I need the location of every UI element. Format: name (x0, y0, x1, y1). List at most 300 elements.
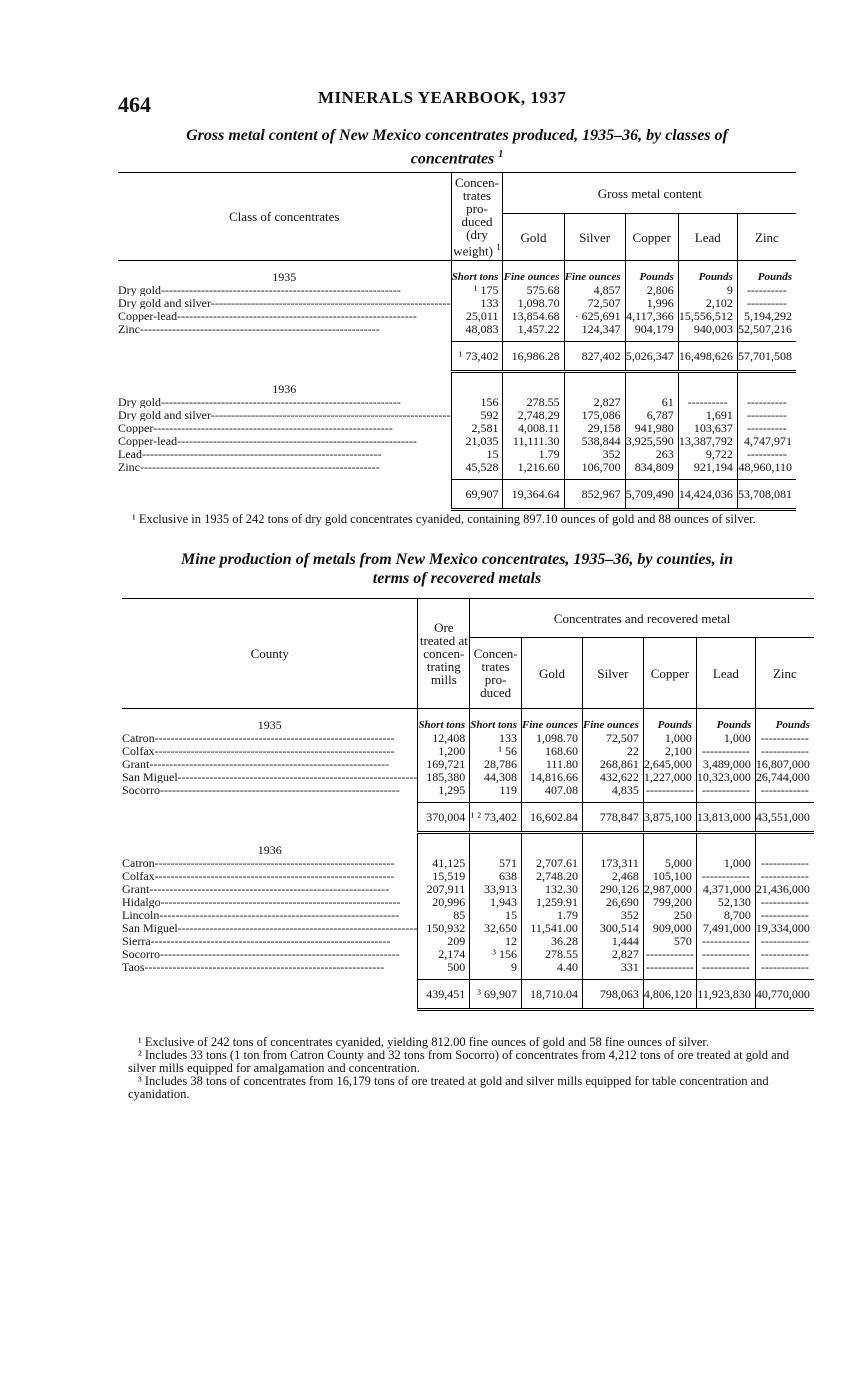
t2-label-text: Colfax (122, 869, 155, 882)
t2-cell: 133 (470, 731, 522, 744)
t1-spacer (737, 372, 796, 384)
t2-cell: 32,650 (470, 921, 522, 934)
t2-cell: 909,000 (643, 921, 696, 934)
t1-row (118, 309, 796, 322)
t1-header-group: Gross metal content (503, 173, 796, 214)
t1-cell: 13,387,792 (678, 434, 737, 447)
t2-total-label (122, 980, 418, 1010)
t2-unit-label (582, 844, 643, 856)
t2-spacer (470, 833, 522, 845)
t2-header-copper: Copper (643, 638, 696, 709)
t2-cell: 1,943 (470, 895, 522, 908)
t1-spacer (503, 261, 564, 272)
t1-cell: 61 (625, 395, 678, 408)
t2-total-label (122, 803, 418, 833)
t2-cell: ------------ (696, 783, 755, 796)
t2-unit-label (470, 844, 522, 856)
t1-cell: 124,347 (564, 322, 625, 335)
t2-row (122, 869, 814, 882)
t1-row-label (118, 296, 451, 309)
t2-spacer (418, 709, 470, 720)
t2-cell: ------------ (696, 960, 755, 973)
t1-row (118, 395, 796, 408)
t2-total-cell: 18,710.04 (522, 980, 583, 1010)
t2-spacer (470, 709, 522, 720)
t2-label-text: Taos (122, 960, 145, 973)
t2-cell: 2,748.20 (522, 869, 583, 882)
t1-label-text: Dry gold (118, 283, 161, 296)
t2-header-gold: Gold (522, 638, 583, 709)
leader-dots (151, 934, 391, 947)
t2-cell: 168.60 (522, 744, 583, 757)
t2-cell: 41,125 (418, 856, 470, 869)
t2-total-cell: 3,875,100 (643, 803, 696, 833)
t2-cell: ------------ (755, 856, 814, 869)
t2-cell: 4,371,000 (696, 882, 755, 895)
t2-cell: 12,408 (418, 731, 470, 744)
t2-cell: 570 (643, 934, 696, 947)
t1-row-label (118, 447, 451, 460)
t2-cell: 111.80 (522, 757, 583, 770)
t1-label-text: Zinc (118, 460, 140, 473)
t1-unit-label: Fine ounces (503, 271, 564, 283)
t1-cell: 106,700 (564, 460, 625, 473)
t2-unit-label (755, 844, 814, 856)
t1-label-text: Lead (118, 447, 142, 460)
leader-dots (155, 856, 395, 869)
t1-cell: 3,925,590 (625, 434, 678, 447)
t2-cell: 2,100 (643, 744, 696, 757)
leader-dots (161, 395, 401, 408)
t2-cell: 571 (470, 856, 522, 869)
t2-cell: 52,130 (696, 895, 755, 908)
t1-total-cell: 19,364.64 (503, 480, 564, 510)
t2-spacer (755, 709, 814, 720)
t2-unit-label (696, 844, 755, 856)
t2-row-label (122, 934, 418, 947)
t1-cell: ---------- (737, 296, 796, 309)
t1-total-cell: 5,709,490 (625, 480, 678, 510)
leader-dots (211, 408, 451, 421)
t2-label-text: Sierra (122, 934, 151, 947)
t1-unit-label (503, 383, 564, 395)
t1-year-1936: 1936 (272, 382, 297, 396)
table1-title: Gross metal content of New Mexico concentrates produced, 1935–36, by classes of concentrates $^1$ (186, 127, 728, 168)
t2-unit-label: Pounds (696, 719, 755, 731)
t1-header-lead: Lead (678, 214, 737, 261)
t2-unit-label (522, 844, 583, 856)
leader-dots (145, 960, 385, 973)
t2-row (122, 908, 814, 921)
t2-cell: ------------ (755, 869, 814, 882)
t1-unit-label: Short tons (451, 271, 503, 283)
t2-cell: ------------ (696, 947, 755, 960)
t1-unit-label: Pounds (737, 271, 796, 283)
t1-total-label (118, 480, 451, 510)
t2-spacer (643, 833, 696, 845)
t2-cell: 185,380 (418, 770, 470, 783)
t2-spacer (522, 833, 583, 845)
t2-cell: 36.28 (522, 934, 583, 947)
t1-cell: 2,806 (625, 283, 678, 296)
leader-dots (142, 447, 382, 460)
t2-cell: 278.55 (522, 947, 583, 960)
t2-total-cell: 40,770,000 (755, 980, 814, 1010)
t1-row (118, 408, 796, 421)
t2-cell: 432,622 (582, 770, 643, 783)
t2-label-text: Socorro (122, 947, 160, 960)
t2-cell: ------------ (643, 783, 696, 796)
t1-cell: 2,581 (451, 421, 503, 434)
leader-dots (149, 882, 389, 895)
t2-header-group: Concentrates and recovered metal (470, 599, 814, 638)
t2-cell: 105,100 (643, 869, 696, 882)
t2-row (122, 960, 814, 973)
t2-cell: ------------ (696, 869, 755, 882)
t2-row-label (122, 770, 418, 783)
t1-spacer (503, 372, 564, 384)
t2-cell: 407.08 (522, 783, 583, 796)
t2-total-cell: 43,551,000 (755, 803, 814, 833)
t1-cell: 2,827 (564, 395, 625, 408)
t2-row-label (122, 895, 418, 908)
leader-dots (149, 757, 389, 770)
t2-row (122, 770, 814, 783)
t2-footnote-3: ³ Includes 38 tons of concentrates from 16,179 tons of ore treated at gold and silver mills equipped for table concentration and cyanidation. (128, 1074, 769, 1101)
t2-cell: 209 (418, 934, 470, 947)
t1-cell: 48,083 (451, 322, 503, 335)
t1-cell: 4,117,366 (625, 309, 678, 322)
t1-cell: ¹ 175 (451, 283, 503, 296)
t1-header-class: Class of concentrates (118, 173, 451, 261)
t1-total-row-1935 (118, 342, 796, 372)
t1-unit-label: Fine ounces (564, 271, 625, 283)
t2-row-label (122, 908, 418, 921)
t1-label-text: Copper (118, 421, 154, 434)
t2-row-label (122, 921, 418, 934)
t1-cell: 4,747,971 (737, 434, 796, 447)
t2-label-text: Lincoln (122, 908, 160, 921)
t2-total-cell: 13,813,000 (696, 803, 755, 833)
t2-cell: ------------ (755, 947, 814, 960)
t2-cell: ------------ (643, 947, 696, 960)
t2-cell: 26,690 (582, 895, 643, 908)
t1-cell: ---------- (737, 408, 796, 421)
t1-cell: 592 (451, 408, 503, 421)
t1-row (118, 421, 796, 434)
t2-cell: ------------ (755, 934, 814, 947)
t2-cell: 1,000 (696, 856, 755, 869)
t1-cell: 1.79 (503, 447, 564, 460)
t2-cell: 799,200 (643, 895, 696, 908)
t2-row (122, 757, 814, 770)
t2-cell: 5,000 (643, 856, 696, 869)
t2-cell: 2,827 (582, 947, 643, 960)
t1-total-row-1936 (118, 480, 796, 510)
t2-cell: 119 (470, 783, 522, 796)
table2-title: Mine production of metals from New Mexico concentrates, 1935–36, by counties, in terms of recovered metals (181, 551, 733, 587)
t2-cell: 9 (470, 960, 522, 973)
t1-cell: 9,722 (678, 447, 737, 460)
t1-row-label (118, 421, 451, 434)
t2-row (122, 882, 814, 895)
leader-dots (178, 770, 418, 783)
t2-cell: 19,334,000 (755, 921, 814, 934)
leader-dots (177, 434, 417, 447)
t1-label-text: Copper-lead (118, 434, 178, 447)
t2-label-text: Grant (122, 757, 150, 770)
t2-row-label (122, 960, 418, 973)
t2-cell: 300,514 (582, 921, 643, 934)
leader-dots (161, 895, 401, 908)
t1-cell: 21,035 (451, 434, 503, 447)
t2-cell: 500 (418, 960, 470, 973)
t1-total-cell: 14,424,036 (678, 480, 737, 510)
t2-row-label (122, 947, 418, 960)
t1-header-copper: Copper (625, 214, 678, 261)
t1-header-silver: Silver (564, 214, 625, 261)
t1-row (118, 460, 796, 473)
t1-total-cell: 852,967 (564, 480, 625, 510)
t1-cell: 921,194 (678, 460, 737, 473)
t1-year-1935: 1935 (272, 270, 297, 284)
t2-cell: 290,126 (582, 882, 643, 895)
t1-total-cell: 53,708,081 (737, 480, 796, 510)
t2-cell: 4.40 (522, 960, 583, 973)
t2-cell: 207,911 (418, 882, 470, 895)
t2-cell: ------------ (755, 783, 814, 796)
t1-cell: 1,457.22 (503, 322, 564, 335)
t2-cell: 8,700 (696, 908, 755, 921)
t1-cell: 5,194,292 (737, 309, 796, 322)
t2-total-cell: 16,602.84 (522, 803, 583, 833)
t1-cell: 133 (451, 296, 503, 309)
t1-label-text: Dry gold and silver (118, 408, 211, 421)
t2-cell: 14,816.66 (522, 770, 583, 783)
t2-cell: 2,468 (582, 869, 643, 882)
page-number: 464 (118, 92, 151, 117)
t2-row-label (122, 757, 418, 770)
t2-row-label (122, 744, 418, 757)
t2-row-label (122, 783, 418, 796)
t2-cell: 4,835 (582, 783, 643, 796)
t2-cell: ³ 156 (470, 947, 522, 960)
t2-total-cell: ³ 69,907 (470, 980, 522, 1010)
t1-total-label (118, 342, 451, 372)
t2-unit-label: Fine ounces (522, 719, 583, 731)
t1-spacer (678, 372, 737, 384)
t1-cell: 2,748.29 (503, 408, 564, 421)
t2-cell: ------------ (755, 895, 814, 908)
t1-cell: 834,809 (625, 460, 678, 473)
t2-row (122, 783, 814, 796)
t2-cell: 150,932 (418, 921, 470, 934)
t1-cell: 52,507,216 (737, 322, 796, 335)
t1-cell: 11,111.30 (503, 434, 564, 447)
t2-cell: 16,807,000 (755, 757, 814, 770)
t1-cell: 72,507 (564, 296, 625, 309)
t1-unit-label (678, 383, 737, 395)
t1-cell: 29,158 (564, 421, 625, 434)
t1-unit-label: Pounds (678, 271, 737, 283)
t1-cell: 156 (451, 395, 503, 408)
t1-header-produced: Concen-trates pro-duced (dry weight) $^1$ (451, 173, 503, 261)
t2-cell: ¹ 56 (470, 744, 522, 757)
leader-dots (178, 921, 418, 934)
t2-cell: 173,311 (582, 856, 643, 869)
t2-cell: 12 (470, 934, 522, 947)
t1-cell: 263 (625, 447, 678, 460)
t1-cell: 941,980 (625, 421, 678, 434)
t2-total-row-1936 (122, 980, 814, 1010)
leader-dots (153, 421, 393, 434)
leader-dots (160, 783, 400, 796)
t2-cell: 10,323,000 (696, 770, 755, 783)
t2-cell: 1,000 (696, 731, 755, 744)
t1-spacer (678, 261, 737, 272)
t1-cell: ---------- (737, 283, 796, 296)
t1-spacer (564, 372, 625, 384)
t2-cell: 26,744,000 (755, 770, 814, 783)
t1-unit-label: Pounds (625, 271, 678, 283)
t2-unit-label (643, 844, 696, 856)
t2-cell: 2,987,000 (643, 882, 696, 895)
t2-cell: 3,489,000 (696, 757, 755, 770)
t2-header-lead: Lead (696, 638, 755, 709)
t2-cell: 72,507 (582, 731, 643, 744)
t2-cell: 268,861 (582, 757, 643, 770)
t1-spacer (451, 261, 503, 272)
t1-cell: 15,556,512 (678, 309, 737, 322)
t2-unit-label: Pounds (643, 719, 696, 731)
t2-footnote-1: ¹ Exclusive of 242 tons of concentrates cyanided, yielding 812.00 fine ounces of gold and 58 fine ounces of silver. (138, 1035, 709, 1049)
t2-total-cell: 439,451 (418, 980, 470, 1010)
t2-spacer (755, 833, 814, 845)
leader-dots (211, 296, 451, 309)
t2-cell: 250 (643, 908, 696, 921)
t2-cell: 28,786 (470, 757, 522, 770)
t2-cell: 1,259.91 (522, 895, 583, 908)
t2-total-cell: 11,923,830 (696, 980, 755, 1010)
t2-cell: ------------ (755, 744, 814, 757)
t1-cell: 904,179 (625, 322, 678, 335)
t2-label-text: Socorro (122, 783, 160, 796)
t2-spacer (582, 833, 643, 845)
t2-row (122, 947, 814, 960)
t1-cell: 4,857 (564, 283, 625, 296)
t2-cell: ------------ (755, 731, 814, 744)
t1-cell: 1,691 (678, 408, 737, 421)
t2-cell: 638 (470, 869, 522, 882)
leader-dots (155, 869, 395, 882)
t1-cell: ---------- (737, 395, 796, 408)
t1-cell: 575.68 (503, 283, 564, 296)
t1-cell: 45,528 (451, 460, 503, 473)
t1-total-cell: 69,907 (451, 480, 503, 510)
t1-unit-label (737, 383, 796, 395)
t2-row-label (122, 856, 418, 869)
t1-cell: 1,216.60 (503, 460, 564, 473)
leader-dots (177, 309, 417, 322)
t2-total-cell: 798,063 (582, 980, 643, 1010)
t2-row-label (122, 731, 418, 744)
t2-cell: 169,721 (418, 757, 470, 770)
running-head: MINERALS YEARBOOK, 1937 (318, 88, 567, 107)
t1-spacer (625, 372, 678, 384)
t2-header-zinc: Zinc (755, 638, 814, 709)
t2-cell: 1,295 (418, 783, 470, 796)
t2-cell: 1,200 (418, 744, 470, 757)
t1-row (118, 296, 796, 309)
t2-cell: 1,227,000 (643, 770, 696, 783)
t1-row-label (118, 283, 451, 296)
t1-cell: 13,854.68 (503, 309, 564, 322)
t1-cell: ---------- (737, 447, 796, 460)
t1-total-cell: ¹ 73,402 (451, 342, 503, 372)
t1-cell: 538,844 (564, 434, 625, 447)
t2-label-text: Catron (122, 856, 155, 869)
t1-unit-label (625, 383, 678, 395)
t2-cell: 11,541.00 (522, 921, 583, 934)
t1-spacer (625, 261, 678, 272)
t1-unit-label (451, 383, 503, 395)
t2-label-text: San Miguel (122, 770, 178, 783)
t2-cell: 21,436,000 (755, 882, 814, 895)
t2-row (122, 895, 814, 908)
t1-row (118, 447, 796, 460)
t2-cell: 7,491,000 (696, 921, 755, 934)
t2-spacer (696, 833, 755, 845)
leader-dots (159, 908, 399, 921)
t1-cell: ---------- (678, 395, 737, 408)
t2-total-row-1935 (122, 803, 814, 833)
t1-spacer (737, 261, 796, 272)
t1-cell: 940,003 (678, 322, 737, 335)
table1-footnote: ¹ Exclusive in 1935 of 242 tons of dry gold concentrates cyanided, containing 897.10 ounces of gold and 88 ounces of silver. (132, 512, 756, 526)
t2-label-text: San Miguel (122, 921, 178, 934)
t2-row (122, 731, 814, 744)
t2-total-cell: ¹ ² 73,402 (470, 803, 522, 833)
t2-spacer (522, 709, 583, 720)
t2-total-cell: 778,847 (582, 803, 643, 833)
t2-cell: ------------ (643, 960, 696, 973)
t2-header-silver: Silver (582, 638, 643, 709)
t2-cell: 22 (582, 744, 643, 757)
t2-label-text: Colfax (122, 744, 155, 757)
t2-unit-label (418, 844, 470, 856)
t1-cell: 1,996 (625, 296, 678, 309)
t1-row (118, 283, 796, 296)
t2-label-text: Hidalgo (122, 895, 161, 908)
t2-cell: 15 (470, 908, 522, 921)
t2-cell: 15,519 (418, 869, 470, 882)
t1-row-label (118, 395, 451, 408)
t1-row-label (118, 408, 451, 421)
t2-spacer (418, 833, 470, 845)
t2-unit-label: Fine ounces (582, 719, 643, 731)
t2-unit-label: Short tons (418, 719, 470, 731)
t1-total-cell: 16,986.28 (503, 342, 564, 372)
t1-cell: 2,102 (678, 296, 737, 309)
t1-cell: 103,637 (678, 421, 737, 434)
t1-row (118, 434, 796, 447)
leader-dots (140, 460, 380, 473)
table1 (118, 172, 796, 511)
t1-row-label (118, 309, 451, 322)
t2-cell: 85 (418, 908, 470, 921)
leader-dots (160, 947, 400, 960)
table2-footnotes (128, 1036, 802, 1101)
